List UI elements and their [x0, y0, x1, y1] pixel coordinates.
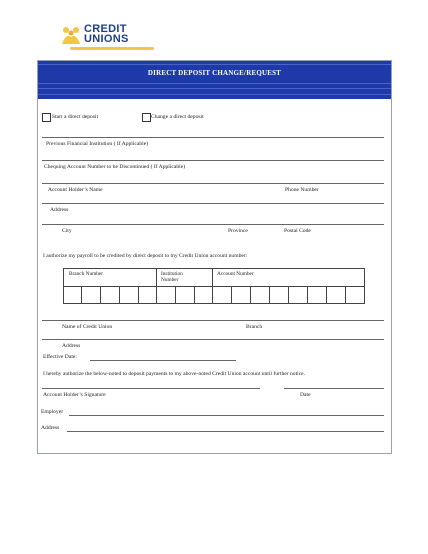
digit-cell[interactable]	[194, 286, 195, 303]
date-field[interactable]	[284, 388, 384, 389]
digit-cell[interactable]	[175, 286, 176, 303]
digit-cell[interactable]	[138, 286, 139, 303]
digit-cell[interactable]	[345, 286, 346, 303]
logo-text	[84, 24, 129, 44]
effective-date-field[interactable]	[90, 360, 236, 361]
employer-field[interactable]	[69, 415, 384, 416]
logo-line1: CREDIT	[84, 23, 127, 35]
start-deposit-label: Start a direct deposit	[52, 114, 99, 120]
direct-deposit-form	[37, 60, 392, 454]
digit-cell[interactable]	[100, 286, 101, 303]
holder-name-label: Account Holder’s Name	[48, 187, 103, 193]
address-field[interactable]	[42, 203, 384, 204]
phone-label: Phone Number	[285, 187, 319, 193]
digit-cell[interactable]	[269, 286, 270, 303]
previous-institution-field[interactable]	[42, 137, 384, 138]
start-deposit-checkbox[interactable]	[42, 113, 51, 122]
digit-cell[interactable]	[231, 286, 232, 303]
previous-institution-label: Previous Financial Institution ( If Applicable)	[46, 141, 149, 147]
cu-address-label: Address	[62, 343, 81, 349]
logo-swoosh	[70, 47, 154, 50]
city-label: City	[62, 228, 72, 234]
authorize-payroll-text: I authorize my payroll to be credited by direct deposit to my Credit Union account number:	[43, 253, 248, 259]
province-label: Province	[228, 228, 248, 234]
employer-address-label: Address	[41, 425, 60, 431]
digit-cell[interactable]	[288, 286, 289, 303]
employer-address-field[interactable]	[67, 431, 384, 432]
change-deposit-checkbox[interactable]	[142, 113, 151, 122]
account-number-grid	[63, 268, 365, 304]
institution-number-header	[161, 271, 183, 283]
postal-code-label: Postal Code	[284, 228, 311, 234]
form-title: DIRECT DEPOSIT CHANGE/REQUEST	[147, 69, 282, 77]
date-label: Date	[300, 392, 311, 398]
chequing-account-field[interactable]	[42, 160, 384, 161]
credit-unions-logo	[60, 22, 150, 52]
chequing-account-label: Chequing Account Number to be Discontinued ( If Applicable)	[44, 164, 186, 170]
institution-header-line2: Number	[161, 277, 179, 283]
credit-union-name-label: Name of Credit Union	[62, 324, 113, 330]
branch-label: Branch	[246, 324, 263, 330]
employer-label: Employer	[41, 409, 64, 415]
holder-name-field[interactable]	[42, 183, 384, 184]
digit-cell[interactable]	[81, 286, 82, 303]
digit-cell[interactable]	[250, 286, 251, 303]
effective-date-label: Effective Date:	[43, 354, 77, 360]
signature-label: Account Holder’s Signature	[43, 392, 106, 398]
address-label: Address	[50, 207, 69, 213]
digit-cell[interactable]	[326, 286, 327, 303]
digit-cell[interactable]	[307, 286, 308, 303]
logo-people-icon	[60, 24, 82, 46]
city-province-postal-field[interactable]	[42, 224, 384, 225]
logo-line2: UNIONS	[84, 33, 129, 45]
credit-union-name-field[interactable]	[42, 320, 384, 321]
change-deposit-label: Change a direct deposit	[151, 114, 204, 120]
digit-cell[interactable]	[119, 286, 120, 303]
institution-header-line1: Institution	[161, 271, 183, 277]
account-number-header: Account Number	[217, 271, 254, 277]
signature-field[interactable]	[42, 388, 260, 389]
authorize-deposit-text: I hereby authorize the below-noted to deposit payments to my above-noted Credit Union account until further notice.	[43, 371, 306, 377]
cu-address-field[interactable]	[42, 339, 384, 340]
branch-number-header: Branch Number	[69, 271, 103, 277]
form-banner	[38, 61, 391, 99]
